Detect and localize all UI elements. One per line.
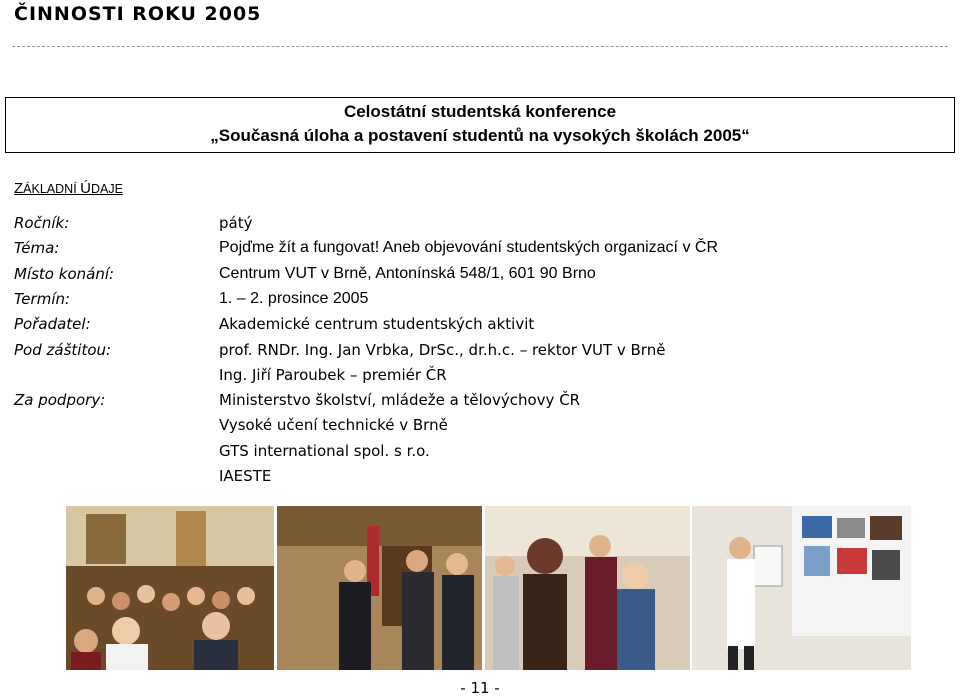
label-za-podpory: Za podpory:: [14, 391, 106, 409]
value-misto: Centrum VUT v Brně, Antonínská 548/1, 601 90 Brno: [219, 265, 596, 282]
photo-audience: [66, 506, 274, 670]
page-header: ČINNOSTI ROKU 2005: [14, 3, 262, 25]
value-rocnik: pátý: [219, 214, 253, 232]
value-pod-zastitou-1: prof. RNDr. Ing. Jan Vrbka, DrSc., dr.h.c. – rektor VUT v Brně: [219, 341, 666, 359]
photo-group: [485, 506, 690, 670]
value-pod-zastitou-2: Ing. Jiří Paroubek – premiér ČR: [219, 366, 447, 384]
value-za-podpory-1: Ministerstvo školství, mládeže a tělovýchovy ČR: [219, 391, 581, 409]
photo-exhibition: [692, 506, 911, 670]
label-poradatel: Pořadatel:: [14, 315, 91, 333]
value-termin: 1. – 2. prosince 2005: [219, 290, 369, 307]
section-heading: ZÁKLADNÍ ÚDAJE: [14, 180, 123, 197]
conference-subtitle: „Současná úloha a postavení studentů na vysokých školách 2005“: [210, 126, 750, 145]
label-misto: Místo konání:: [14, 265, 115, 283]
photo-podium: [277, 506, 482, 670]
value-tema: Pojďme žít a fungovat! Aneb objevování studentských organizací v ČR: [219, 239, 718, 256]
label-tema: Téma:: [14, 239, 60, 257]
conference-title: Celostátní studentská konference: [343, 102, 617, 121]
page-number: - 11 -: [460, 679, 500, 697]
value-poradatel: Akademické centrum studentských aktivit: [219, 315, 535, 333]
label-rocnik: Ročník:: [14, 214, 70, 232]
dashed-divider: [12, 46, 948, 47]
label-pod-zastitou: Pod záštitou:: [14, 341, 112, 359]
value-za-podpory-3: GTS international spol. s r.o.: [219, 442, 430, 460]
conference-title-box: [5, 97, 955, 153]
value-za-podpory-4: IAESTE: [219, 467, 272, 485]
value-za-podpory-2: Vysoké učení technické v Brně: [219, 416, 448, 434]
label-termin: Termín:: [14, 290, 71, 308]
